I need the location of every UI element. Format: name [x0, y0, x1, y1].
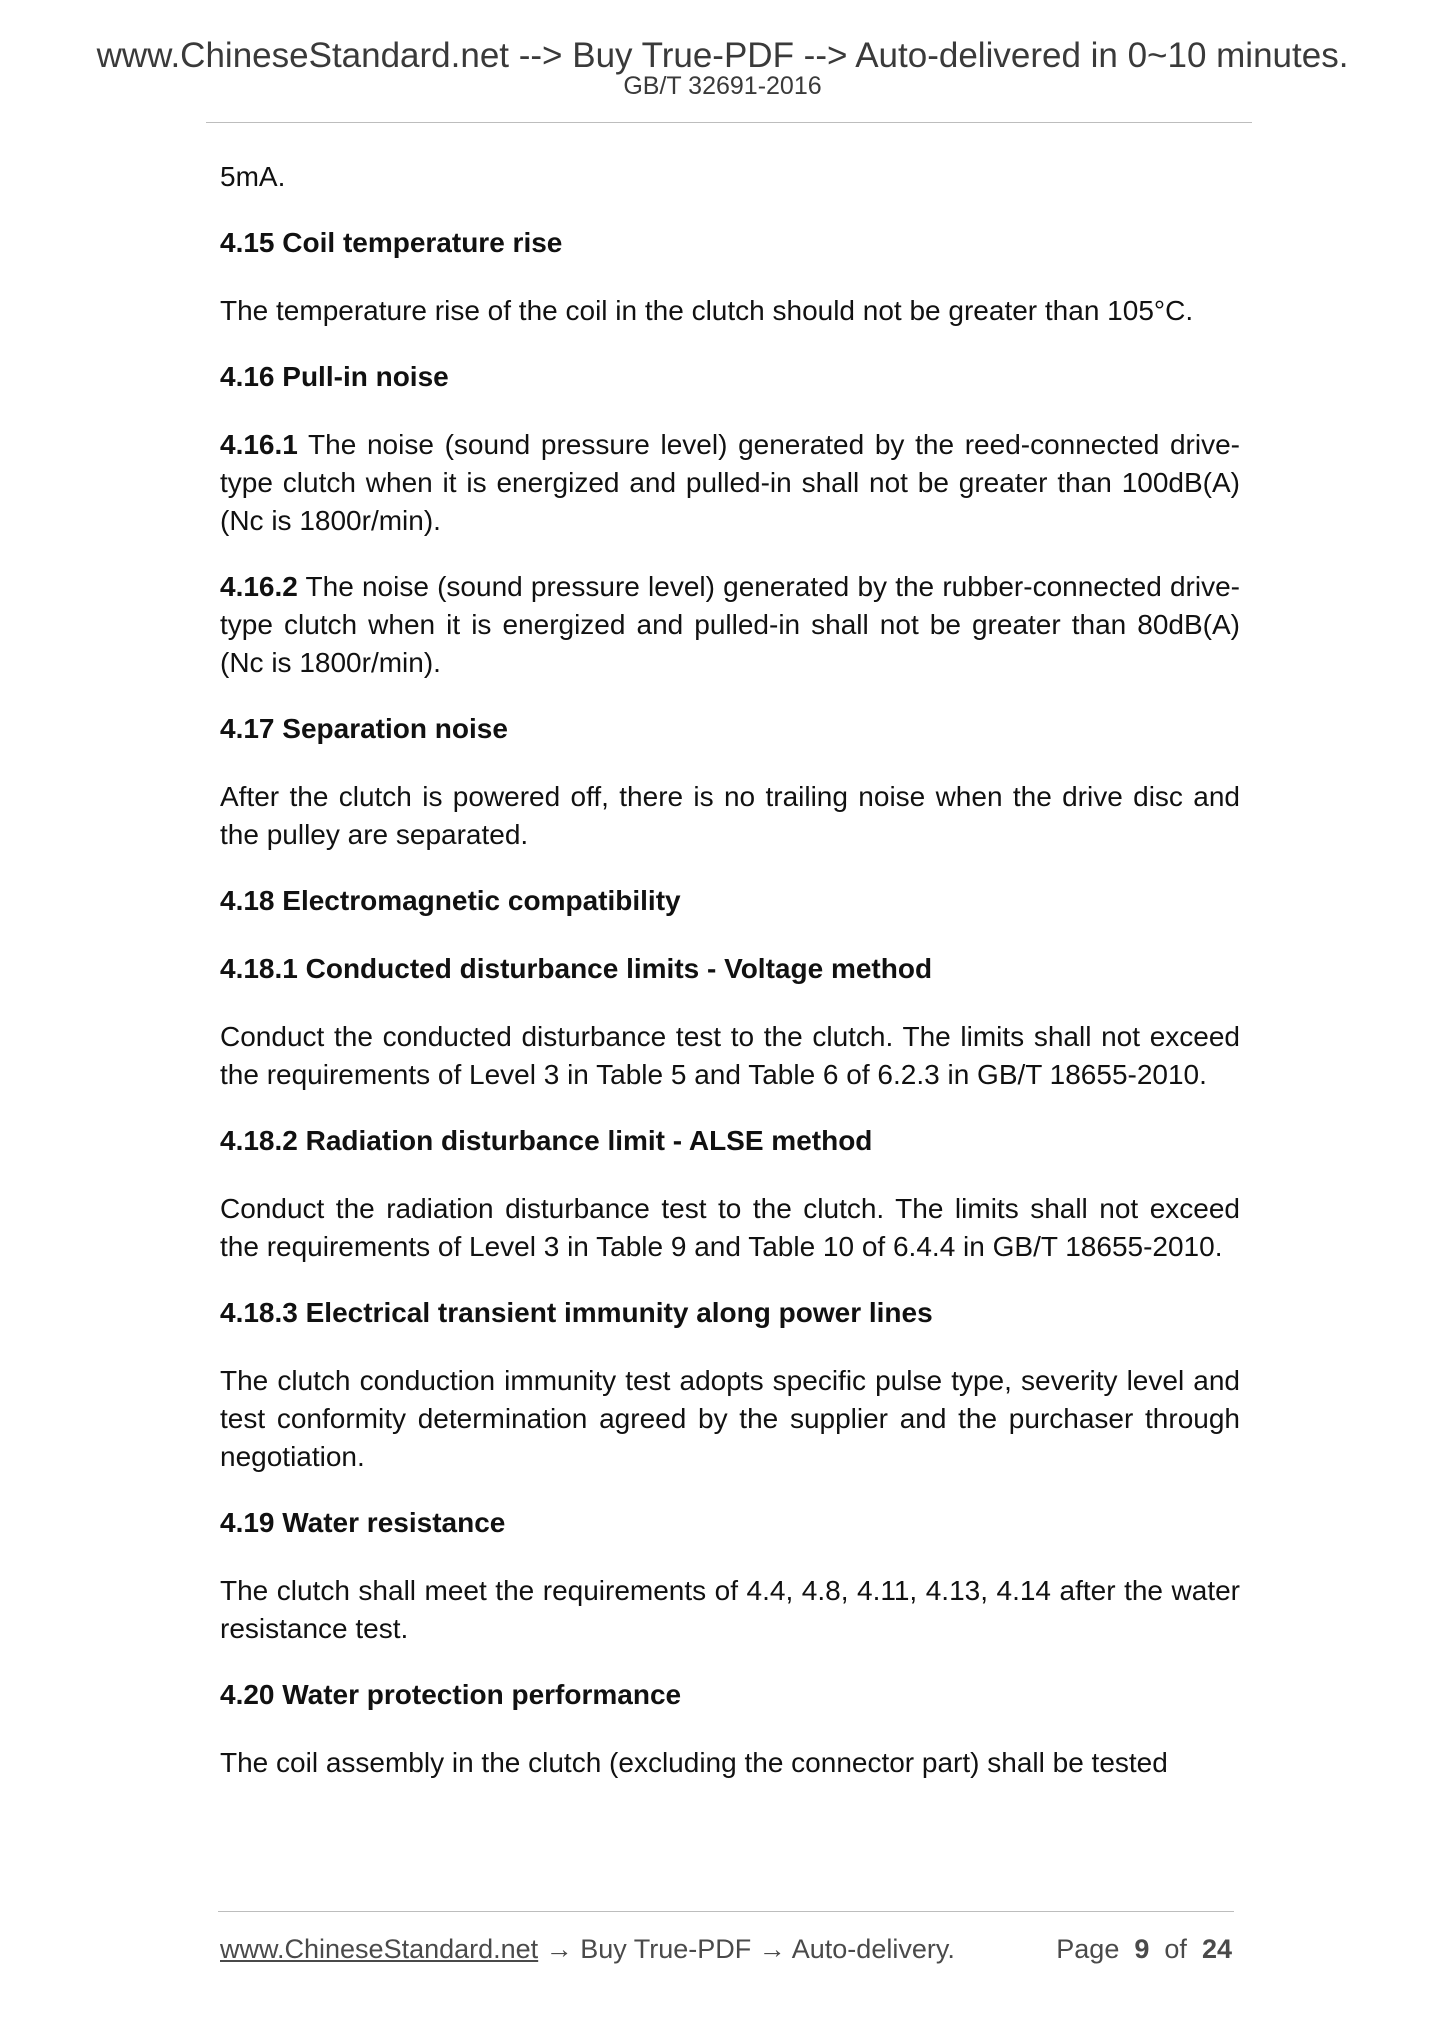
arrow-icon: → [538, 1934, 581, 1964]
page-footer [220, 1932, 1232, 1966]
footer-site-link[interactable]: www.ChineseStandard.net [220, 1934, 539, 1964]
page-content [220, 158, 1240, 1810]
paragraph-4-20: The coil assembly in the clutch (excluding the connector part) shall be tested [220, 1747, 1168, 1778]
footer-divider [218, 1911, 1234, 1912]
clause-number-4-16-2: 4.16.2 [220, 571, 298, 602]
paragraph-4-19: The clutch shall meet the requirements of 4.4, 4.8, 4.11, 4.13, 4.14 after the water resistance test. [220, 1575, 1240, 1644]
heading-4-15: 4.15 Coil temperature rise [220, 227, 563, 258]
heading-4-16: 4.16 Pull-in noise [220, 361, 449, 392]
heading-4-18: 4.18 Electromagnetic compatibility [220, 885, 681, 916]
clause-text-4-16-1: The noise (sound pressure level) generated by the reed-connected drive-type clutch when it is energized and pulled-in shall not be greater than 100dB(A) (Nc is 1800r/min). [220, 429, 1240, 536]
document-number: GB/T 32691-2016 [623, 72, 822, 100]
page-label: Page [1056, 1934, 1120, 1964]
heading-4-17: 4.17 Separation noise [220, 713, 508, 744]
heading-4-18-3: 4.18.3 Electrical transient immunity along power lines [220, 1297, 933, 1328]
paragraph-4-18-2: Conduct the radiation disturbance test to the clutch. The limits shall not exceed the requirements of Level 3 in Table 9 and Table 10 of 6.4.4 in GB/T 18655-2010. [220, 1193, 1240, 1262]
arrow-icon: → [751, 1934, 792, 1964]
lead-text: 5mA. [220, 161, 286, 192]
clause-text-4-16-2: The noise (sound pressure level) generated by the rubber-connected drive-type clutch when it is energized and pulled-in shall not be greater than 80dB(A) (Nc is 1800r/min). [220, 571, 1240, 678]
heading-4-20: 4.20 Water protection performance [220, 1679, 682, 1710]
footer-delivery-text: Auto-delivery. [791, 1934, 955, 1964]
heading-4-18-1: 4.18.1 Conducted disturbance limits - Voltage method [220, 953, 933, 984]
header-divider [206, 122, 1252, 123]
paragraph-4-17: After the clutch is powered off, there is no trailing noise when the drive disc and the pulley are separated. [220, 781, 1240, 850]
paragraph-4-16-2 [220, 568, 1240, 682]
site-banner: www.ChineseStandard.net --> Buy True-PDF --> Auto-delivered in 0~10 minutes. [96, 36, 1349, 75]
page-of-label: of [1164, 1934, 1187, 1964]
page-current: 9 [1134, 1934, 1150, 1964]
paragraph-4-15: The temperature rise of the coil in the clutch should not be greater than 105°C. [220, 295, 1194, 326]
footer-buy-text: Buy True-PDF [580, 1934, 752, 1964]
heading-4-19: 4.19 Water resistance [220, 1507, 506, 1538]
paragraph-4-18-3: The clutch conduction immunity test adopts specific pulse type, severity level and test conformity determination agreed by the supplier and the purchaser through negotiation. [220, 1365, 1240, 1472]
page-total: 24 [1201, 1934, 1232, 1964]
page-indicator [1056, 1932, 1232, 1966]
paragraph-4-18-1: Conduct the conducted disturbance test to the clutch. The limits shall not exceed the requirements of Level 3 in Table 5 and Table 6 of 6.2.3 in GB/T 18655-2010. [220, 1021, 1240, 1090]
paragraph-4-16-1 [220, 426, 1240, 540]
heading-4-18-2: 4.18.2 Radiation disturbance limit - ALSE method [220, 1125, 873, 1156]
clause-number-4-16-1: 4.16.1 [220, 429, 298, 460]
